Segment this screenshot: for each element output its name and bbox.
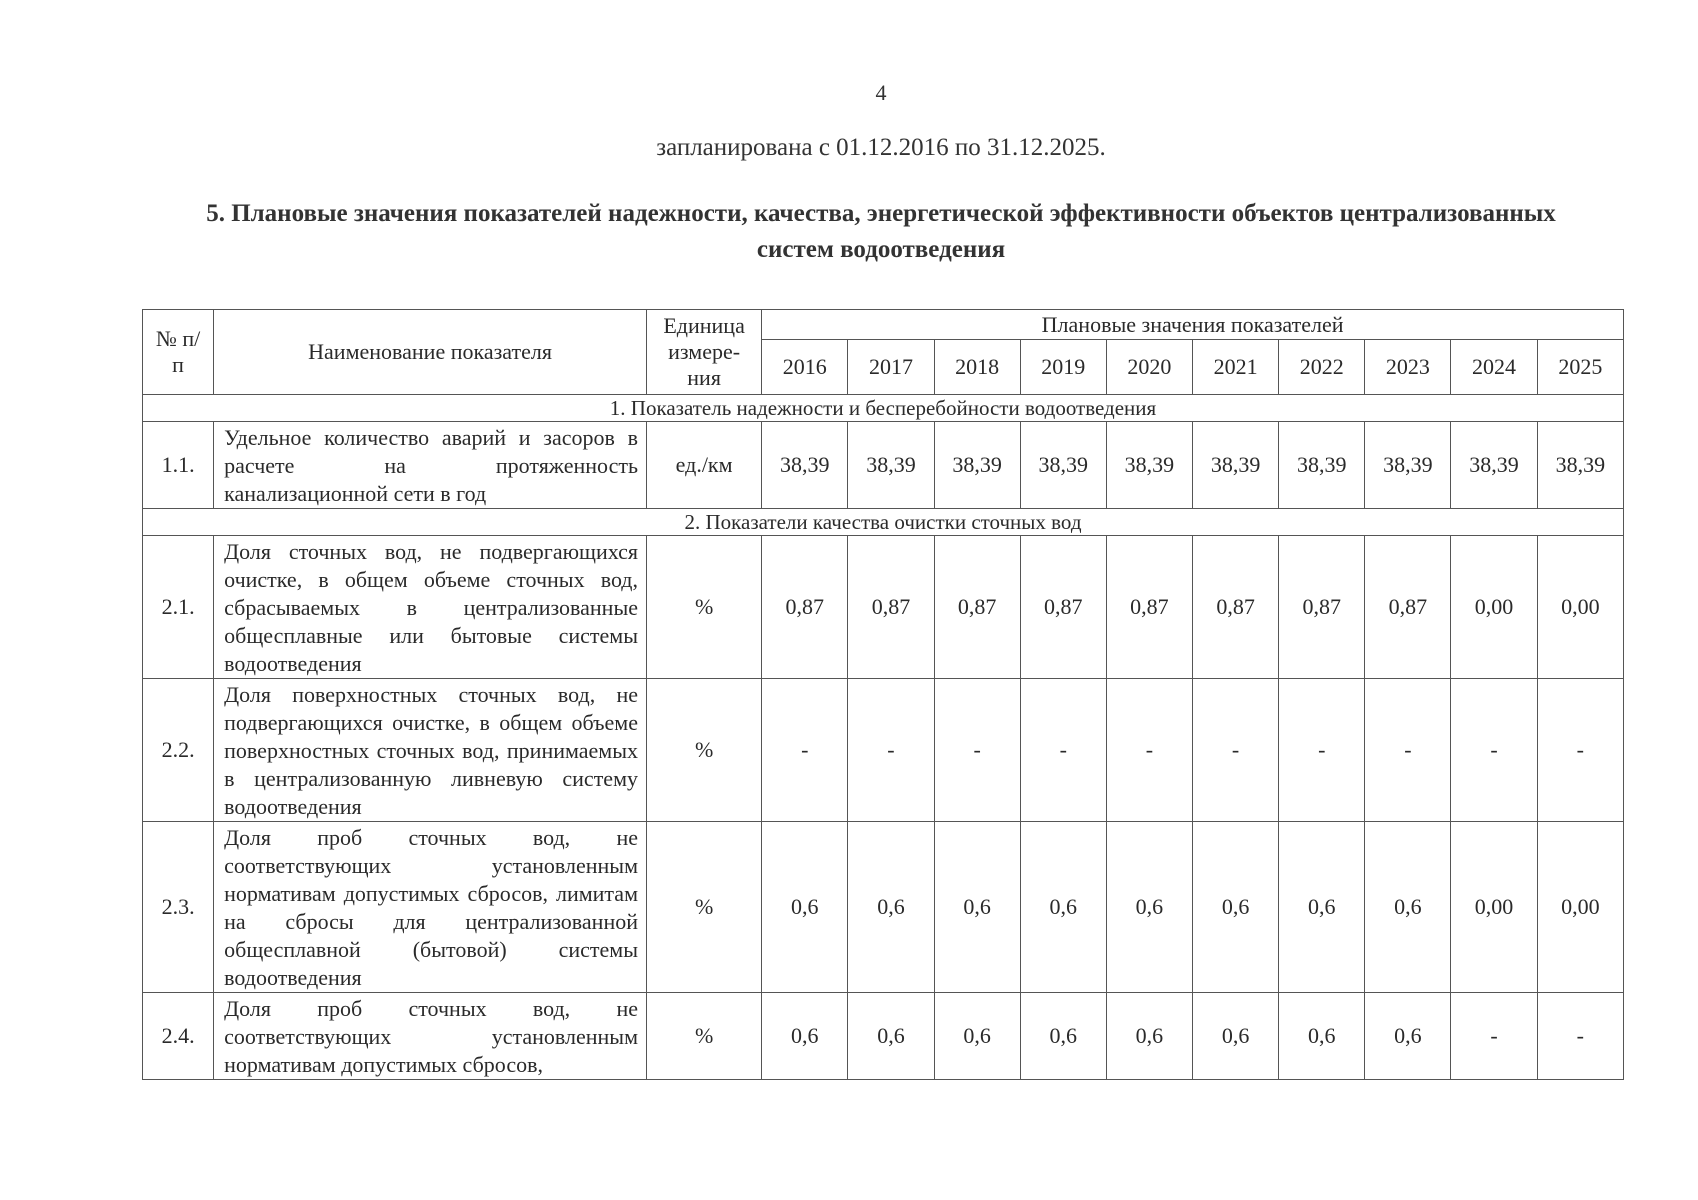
value-cell: 0,87 [1020,536,1106,679]
value-cell: 0,6 [934,822,1020,993]
value-cell: 0,00 [1537,536,1623,679]
table-row [143,679,1624,822]
header-year: 2019 [1020,340,1106,395]
value-cell: 0,87 [1193,536,1279,679]
value-cell: - [1451,993,1537,1080]
section-row [143,395,1624,422]
value-cell: 0,6 [1365,993,1451,1080]
value-cell: 0,87 [762,536,848,679]
indicator-name: Доля сточных вод, не подвергающихся очистке, в общем объеме сточных вод, сбрасываемых в централизованные общесплавные или бытовые системы водоотведения [214,536,647,679]
header-year: 2021 [1193,340,1279,395]
header-num: № п/п [143,310,214,395]
value-cell: - [848,679,934,822]
value-cell: 0,6 [1106,822,1192,993]
table-row [143,822,1624,993]
table-body [143,395,1624,1080]
value-cell: - [1279,679,1365,822]
intro-text: запланирована с 01.12.2016 по 31.12.2025. [656,134,1106,161]
header-plan-values: Плановые значения показателей [762,310,1624,340]
table-row [143,993,1624,1080]
value-cell: 38,39 [848,422,934,509]
value-cell: 0,87 [934,536,1020,679]
value-cell: 0,6 [1193,822,1279,993]
header-year: 2024 [1451,340,1537,395]
value-cell: 38,39 [1106,422,1192,509]
value-cell: 38,39 [934,422,1020,509]
value-cell: 38,39 [762,422,848,509]
header-year: 2018 [934,340,1020,395]
value-cell: - [1193,679,1279,822]
value-cell: 0,6 [1365,822,1451,993]
value-cell: - [1537,993,1623,1080]
value-cell: 38,39 [1537,422,1623,509]
row-number: 2.4. [143,993,214,1080]
value-cell: 0,6 [848,993,934,1080]
header-year: 2023 [1365,340,1451,395]
header-name: Наименование показателя [214,310,647,395]
value-cell: - [934,679,1020,822]
indicator-name: Доля проб сточных вод, не соответствующих установленным нормативам допустимых сбросов, [214,993,647,1080]
unit-cell: % [647,536,762,679]
value-cell: 0,6 [1279,993,1365,1080]
value-cell: 0,87 [1106,536,1192,679]
row-number: 2.1. [143,536,214,679]
indicator-name: Доля поверхностных сточных вод, не подвергающихся очистке, в общем объеме поверхностных сточных вод, принимаемых в централизованную ливневую систему водоотведения [214,679,647,822]
unit-cell: ед./км [647,422,762,509]
value-cell: 0,6 [1106,993,1192,1080]
value-cell: 0,6 [1193,993,1279,1080]
value-cell: 0,6 [934,993,1020,1080]
value-cell: 0,6 [762,993,848,1080]
unit-cell: % [647,679,762,822]
value-cell: - [1451,679,1537,822]
value-cell: - [1020,679,1106,822]
header-year: 2016 [762,340,848,395]
value-cell: - [762,679,848,822]
section-row [143,509,1624,536]
row-number: 2.3. [143,822,214,993]
table-row [143,536,1624,679]
value-cell: 0,00 [1537,822,1623,993]
unit-cell: % [647,993,762,1080]
value-cell: 0,6 [762,822,848,993]
header-year: 2025 [1537,340,1623,395]
value-cell: 0,6 [1279,822,1365,993]
row-number: 1.1. [143,422,214,509]
header-year: 2020 [1106,340,1192,395]
value-cell: - [1365,679,1451,822]
value-cell: - [1106,679,1192,822]
value-cell: 0,00 [1451,822,1537,993]
row-number: 2.2. [143,679,214,822]
header-unit: Единица измере-ния [647,310,762,395]
page-number: 4 [875,80,887,105]
value-cell: 0,00 [1451,536,1537,679]
indicators-table [142,309,1624,1080]
value-cell: 0,87 [1365,536,1451,679]
indicator-name: Доля проб сточных вод, не соответствующих установленным нормативам допустимых сбросов, лимитам на сбросы для централизованной общесплавной (бытовой) системы водоотведения [214,822,647,993]
value-cell: 38,39 [1279,422,1365,509]
value-cell: 0,6 [848,822,934,993]
header-year: 2022 [1279,340,1365,395]
value-cell: 38,39 [1365,422,1451,509]
indicator-name: Удельное количество аварий и засоров в расчете на протяженность канализационной сети в год [214,422,647,509]
value-cell: - [1537,679,1623,822]
section-title-cell: 2. Показатели качества очистки сточных вод [143,509,1624,536]
value-cell: 38,39 [1451,422,1537,509]
unit-cell: % [647,822,762,993]
value-cell: 0,87 [1279,536,1365,679]
value-cell: 0,6 [1020,993,1106,1080]
header-year: 2017 [848,340,934,395]
value-cell: 0,6 [1020,822,1106,993]
section-title-cell: 1. Показатель надежности и бесперебойности водоотведения [143,395,1624,422]
value-cell: 0,87 [848,536,934,679]
value-cell: 38,39 [1193,422,1279,509]
value-cell: 38,39 [1020,422,1106,509]
section-title: 5. Плановые значения показателей надежности, качества, энергетической эффективности объектов централизованных систем водоотведения [206,200,1556,263]
table-row [143,422,1624,509]
